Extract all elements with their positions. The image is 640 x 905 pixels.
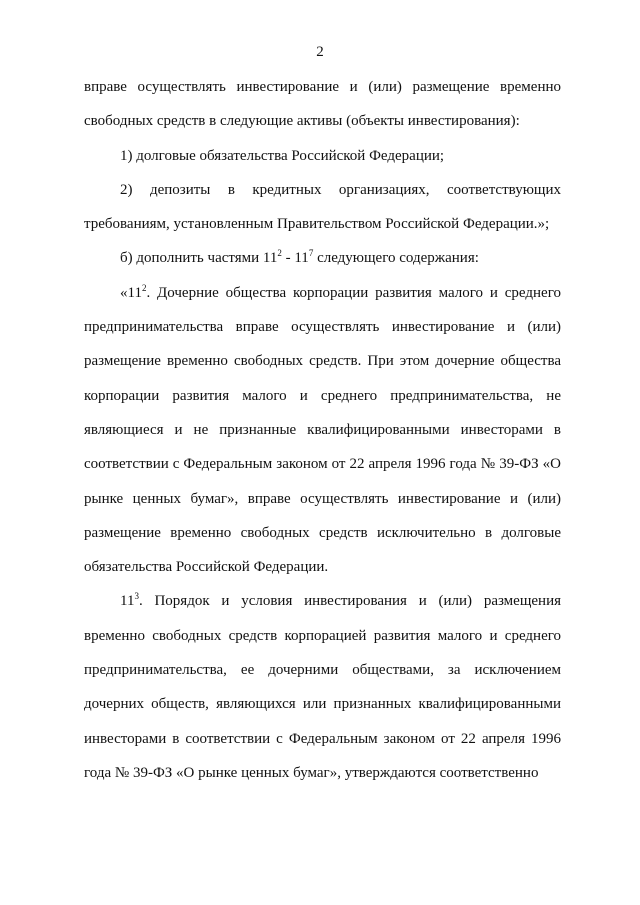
paragraph-p1 bbox=[84, 70, 561, 139]
superscript: 3 bbox=[134, 591, 139, 602]
text-run: «11 bbox=[120, 284, 142, 301]
text-run: вправе осуществлять инвестирование и (или) размещение временно свободных средств в следующие активы (объекты инвестирования): bbox=[84, 79, 561, 130]
paragraph-p3 bbox=[84, 173, 561, 242]
superscript: 7 bbox=[308, 248, 314, 259]
text-run: 1) долговые обязательства Российской Федерации; bbox=[120, 147, 445, 164]
paragraph-p4 bbox=[84, 241, 561, 275]
text-run: 2) депозиты в кредитных организациях, соответствующих требованиям, установленным Правительством Российской Федерации.»; bbox=[84, 181, 561, 233]
paragraph-p2 bbox=[84, 139, 561, 173]
superscript: 2 bbox=[277, 248, 282, 259]
text-run: 11 bbox=[120, 593, 135, 610]
paragraph-p6 bbox=[84, 584, 561, 790]
page-number: 2 bbox=[316, 44, 324, 60]
superscript: 2 bbox=[141, 282, 147, 293]
text-run: - 11 bbox=[281, 250, 309, 267]
document-body bbox=[84, 70, 561, 790]
text-run: следующего содержания: bbox=[313, 250, 479, 267]
text-run: . Дочерние общества корпорации развития малого и среднего предпринимательства вправе осуществлять инвестирование и (или) размещение временно свободных средств. При этом дочерние общества корпорации развития малого и среднего предпринимательства, не являющиеся и не признанные квалифицированными инвесторами в соответствии с Федеральным законом от 22 апреля 1996 года № 39-ФЗ «О рынке ценных бумаг», вправе осуществлять инвестирование и (или) размещение временно свободных средств исключительно в долговые обязательства Российской Федерации. bbox=[84, 284, 561, 576]
text-run: . Порядок и условия инвестирования и (или) размещения временно свободных средств корпорацией развития малого и среднего предпринимательства, ее дочерними обществами, за исключением дочерних обществ, являющихся или признанных квалифицированными инвесторами в соответствии с Федеральным законом от 22 апреля 1996 года № 39-ФЗ «О рынке ценных бумаг», утверждаются соответственно bbox=[84, 593, 561, 781]
paragraph-p5 bbox=[84, 276, 561, 585]
text-run: б) дополнить частями 11 bbox=[120, 250, 278, 267]
